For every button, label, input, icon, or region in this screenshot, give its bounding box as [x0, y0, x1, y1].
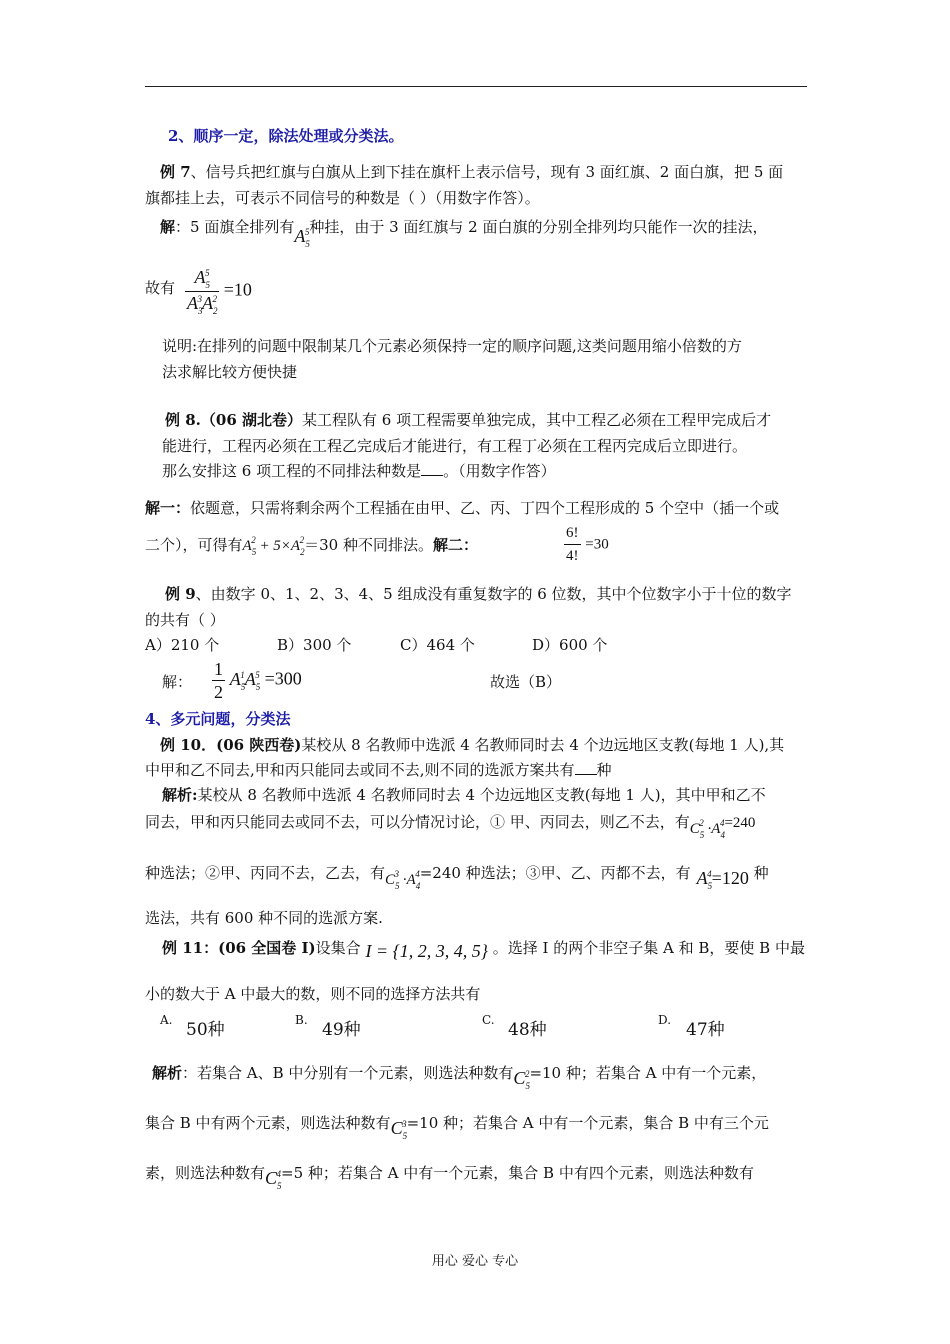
example-11-line-2: 小的数大于 A 中最大的数，则不同的选择方法共有 — [145, 985, 481, 1003]
option-d-text: 47种 — [686, 1020, 725, 1040]
example-10-solution-4: 选法，共有 600 种不同的选派方案. — [145, 909, 383, 927]
example-8-solution-1: 解一：依题意，只需将剩余两个工程插在由甲、乙、丙、丁四个工程形成的 5 个空中（插一个或 — [145, 499, 780, 517]
example-11-label: 例 11：(06 全国卷 I) — [162, 939, 316, 957]
set-definition: I = {1, 2, 3, 4, 5} — [365, 941, 488, 961]
example-9-solution-label: 解： — [162, 673, 193, 691]
answer-blank — [421, 461, 443, 476]
example-8-fraction: $\frac{6!}{4!}$ =30 — [564, 522, 609, 567]
example-9-option-d: D）600 个 — [532, 636, 608, 654]
example-9-option-a: A）210 个 — [145, 636, 220, 654]
example-9-label: 例 9 — [165, 585, 196, 603]
example-8-line-1: 例 8.（06 湖北卷）某工程队有 6 项工程需要单独完成，其中工程乙必须在工程甲完成后才 — [165, 411, 772, 429]
option-c-letter: C. — [482, 1013, 495, 1027]
example-8-line-2: 能进行，工程丙必须在工程乙完成后才能进行，有工程丁必须在工程丙完成后立即进行。 — [162, 437, 748, 455]
option-a-text: 50种 — [186, 1020, 225, 1040]
formula-a55: $A_5^5$ — [294, 226, 310, 249]
section-heading-4: 4、多元问题，分类法 — [145, 710, 291, 728]
example-9-option-b: B）300 个 — [277, 636, 352, 654]
example-9-formula: $\frac{1}{2}$ $A_5^1A_5^5 =300$ — [214, 659, 302, 702]
example-11-line-1: 例 11：(06 全国卷 I)设集合 I = {1, 2, 3, 4, 5} 。选择 I 的两个非空子集 A 和 B，要使 B 中最 — [162, 939, 805, 961]
example-8-solution-1-line-2: 二个），可得有$A_5^2 + 5\times A_2^2=30$ 种不同排法。解二： — [145, 535, 478, 557]
page-footer: 用心 爱心 专心 — [431, 1254, 519, 1269]
example-11-solution-1: 解析：若集合 A、B 中分别有一个元素，则选法种数有$C_5^2=10$ 种；若集合 A 中有一个元素， — [152, 1064, 767, 1091]
example-9-answer: 故选（B） — [490, 673, 562, 691]
example-7-solution: 解：5 面旗全排列有$A_5^5$种挂，由于 3 面红旗与 2 面白旗的分别全排列均只能作一次的挂法， — [160, 218, 768, 249]
example-9-line-1: 例 9、由数字 0、1、2、3、4、5 组成没有重复数字的 6 位数，其中个位数字小于十位的数字 — [165, 585, 792, 603]
example-10-line-2: 中甲和乙不同去,甲和丙只能同去或同不去,则不同的选派方案共有 种 — [145, 761, 612, 779]
header-rule — [145, 86, 807, 87]
option-b-text: 49种 — [322, 1020, 361, 1040]
option-c-text: 48种 — [508, 1020, 547, 1040]
example-7-fraction: $\frac{A_5^5}{A_3^3A_2^2}$ =10 — [187, 267, 252, 316]
example-11-solution-2: 集合 B 中有两个元素，则选法种数有$C_5^3=10$ 种；若集合 A 中有一个元素，集合 B 中有三个元 — [145, 1114, 769, 1141]
example-7-note-1: 说明:在排列的问题中限制某几个元素必须保持一定的顺序问题,这类问题用缩小倍数的方 — [162, 337, 742, 355]
example-7-note-2: 法求解比较方便快捷 — [162, 363, 298, 381]
example-10-line-1: 例 10．(06 陕西卷)某校从 8 名教师中选派 4 名教师同时去 4 个边远地区支教(每地 1 人),其 — [160, 736, 785, 754]
option-b-letter: B. — [295, 1013, 308, 1027]
example-9-option-c: C）464 个 — [400, 636, 475, 654]
section-heading-2: 2、顺序一定，除法处理或分类法。 — [168, 127, 404, 145]
example-9-line-2: 的共有（ ） — [145, 611, 225, 629]
example-10-solution-3: 种选法；②甲、丙同不去，乙去，有$C_5^3 \cdot A_4^4=240$ 种选法；③甲、乙、丙都不去，有 $A_5^4=120$ 种 — [145, 864, 769, 891]
formula-a52-sum: $A_5^2 + 5\times A_2^2$ — [242, 535, 305, 557]
example-11-solution-3: 素，则选法种数有$C_5^4=5$ 种；若集合 A 中有一个元素，集合 B 中有四个元素，则选法种数有 — [145, 1164, 754, 1191]
example-7-line-1: 例 7、信号兵把红旗与白旗从上到下挂在旗杆上表示信号，现有 3 面红旗、2 面白旗，把 5 面 — [160, 163, 784, 181]
example-10-solution-1: 解析:某校从 8 名教师中选派 4 名教师同时去 4 个边远地区支教(每地 1 人)，其中甲和乙不 — [162, 786, 766, 804]
example-10-solution-2: 同去，甲和丙只能同去或同不去，可以分情况讨论，① 甲、丙同去，则乙不去，有$C_5^2 \cdot A_4^4=240$ — [145, 813, 756, 840]
example-8-label: 例 8.（06 湖北卷） — [165, 411, 302, 429]
option-d-letter: D. — [658, 1013, 672, 1027]
option-a-letter: A. — [160, 1013, 173, 1027]
example-7-line-2: 旗都挂上去，可表示不同信号的种数是（ ）（用数字作答）。 — [145, 189, 540, 207]
example-8-line-3: 那么安排这 6 项工程的不同排法种数是 。（用数字作答） — [162, 462, 556, 480]
example-7-label: 例 7 — [160, 163, 191, 181]
example-10-label: 例 10．(06 陕西卷) — [160, 736, 302, 754]
example-7-result-line: 故有 — [145, 279, 176, 297]
